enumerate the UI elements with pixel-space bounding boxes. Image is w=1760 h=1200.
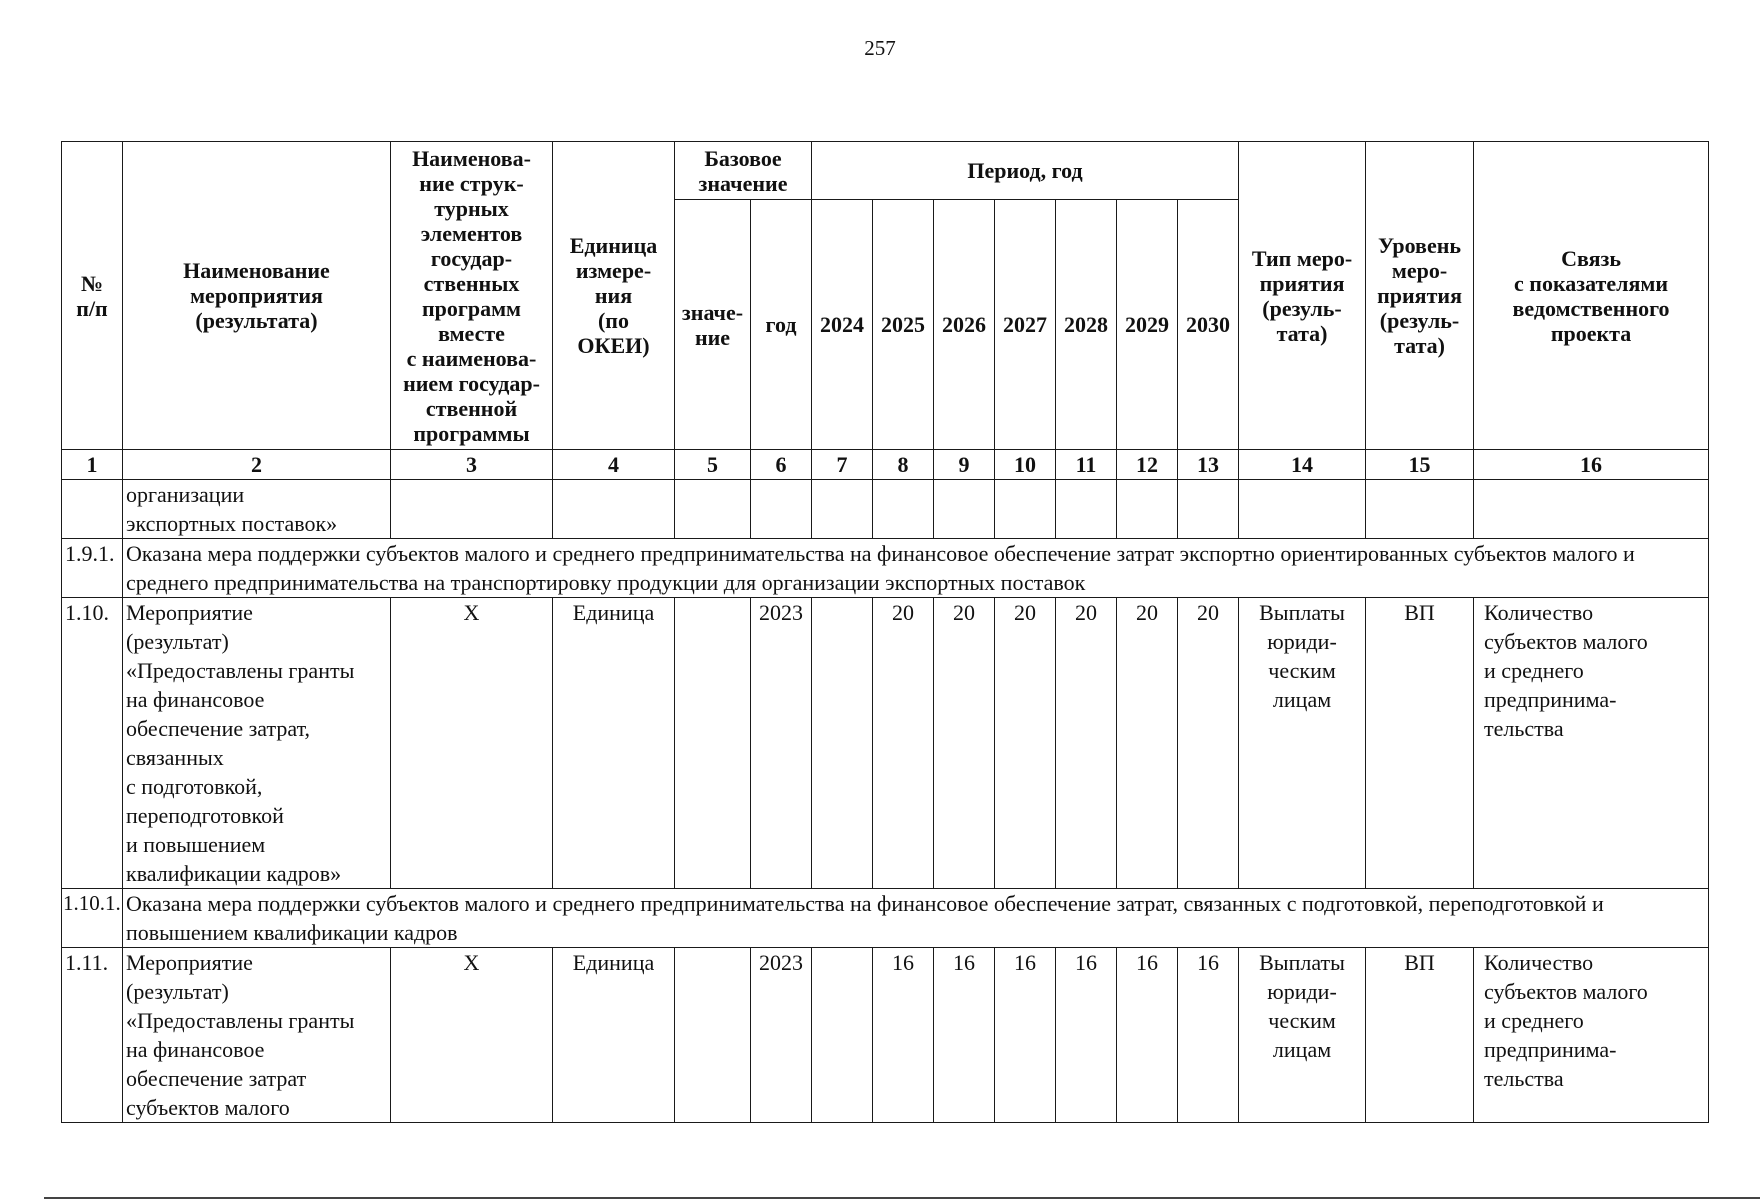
value-2024 [812,948,873,1123]
text-line: № [80,270,104,296]
table-row-1-10 [62,598,1709,889]
text-line: ческим [1268,1008,1336,1033]
value-2028 [1056,480,1117,539]
text-line: Количество [1484,950,1594,975]
column-number: 12 [1117,450,1178,480]
text-line: (резуль- [1379,308,1460,333]
row-number: 1.9.1. [62,539,123,598]
unit: Единица [553,598,675,889]
text-line: на финансовое [126,1037,265,1062]
base-value [675,948,751,1123]
text-line: Мероприятие [126,950,253,975]
text-line: (результата) [195,308,318,333]
text-line: предпринима- [1484,687,1617,712]
header-event-name [123,142,391,450]
table-row-1-11 [62,948,1709,1123]
value-2025 [873,480,934,539]
text-line: юриди- [1267,629,1337,654]
text-line: программы [413,420,530,446]
text-line: Связь [1561,245,1621,271]
column-number: 10 [995,450,1056,480]
column-number: 9 [934,450,995,480]
text-line: «Предоставлены гранты [126,658,355,683]
text-line: Уровень [1378,233,1462,258]
text-line: на финансовое [126,687,265,712]
text-line: обеспечение затрат [126,1066,307,1091]
text-line: и среднего [1484,658,1584,683]
text-line: тельства [1484,716,1564,741]
text-line: проекта [1550,320,1632,346]
text-line: Выплаты [1259,950,1345,975]
text-line: программ [421,295,522,321]
text-line: экспортных поставок» [126,511,338,536]
event-level: ВП [1366,948,1474,1123]
text-line: измере- [575,258,652,283]
text-line: значе- [681,299,744,325]
text-line: с наименова- [406,345,537,371]
header-year-2027: 2027 [995,200,1056,450]
value-2025: 20 [873,598,934,889]
text-line: ственных [423,270,520,296]
event-type [1239,480,1366,539]
header-event-type [1239,142,1366,450]
table-row-continued [62,480,1709,539]
text-line: субъектов малого [1484,629,1648,654]
text-line: связанных [126,745,224,770]
value-2024 [812,598,873,889]
text-line: государ- [430,245,513,271]
text-line: Базовое [704,145,782,171]
value-2026: 20 [934,598,995,889]
column-number: 2 [123,450,391,480]
column-number: 15 [1366,450,1474,480]
text-line: (результат) [126,629,229,654]
text-line: приятия [1377,283,1462,308]
text-line: лицам [1272,687,1332,712]
text-line: п/п [76,295,108,321]
text-line: значение [698,170,788,196]
row-number: 1.10.1. [62,889,123,948]
header-year-2025: 2025 [873,200,934,450]
header-year-2029: 2029 [1117,200,1178,450]
indicator-link [1474,598,1709,889]
event-level: ВП [1366,598,1474,889]
value-2024 [812,480,873,539]
text-line: с показателями [1514,270,1669,296]
text-line: Наименова- [412,145,531,171]
text-line: ведомственного [1512,295,1670,321]
column-number: 11 [1056,450,1117,480]
text-line: субъектов малого [1484,979,1648,1004]
text-line: Наименование [183,258,330,283]
column-number-row [62,450,1709,480]
event-level [1366,480,1474,539]
text-line: элементов [420,220,523,246]
base-year: 2023 [751,598,812,889]
header-number [62,142,123,450]
value-2029: 20 [1117,598,1178,889]
text-line: ния [594,283,633,308]
base-value [675,598,751,889]
text-line: субъектов малого [126,1095,290,1120]
text-line: предпринима- [1484,1037,1617,1062]
table-row-1-9-1 [62,539,1709,598]
base-value [675,480,751,539]
text-line: тельства [1484,1066,1564,1091]
value-2028: 20 [1056,598,1117,889]
value-2026: 16 [934,948,995,1123]
value-2026 [934,480,995,539]
column-number: 14 [1239,450,1366,480]
header-period-group: Период, год [812,142,1239,200]
header-structural-elements [391,142,553,450]
value-2029: 16 [1117,948,1178,1123]
text-line: тата) [1394,333,1445,358]
row-number [62,480,123,539]
column-number: 3 [391,450,553,480]
text-line: с подготовкой, [126,774,263,799]
header-year-2024: 2024 [812,200,873,450]
text-line: «Предоставлены гранты [126,1008,355,1033]
column-number: 6 [751,450,812,480]
header-year-2028: 2028 [1056,200,1117,450]
text-line: и среднего [1484,1008,1584,1033]
text-line: ние [694,324,731,350]
text-line: Единица [569,233,658,258]
event-name [123,948,391,1123]
value-2028: 16 [1056,948,1117,1123]
text-line: нием государ- [403,370,540,396]
indicator-link [1474,480,1709,539]
base-year [751,480,812,539]
row-number: 1.11. [62,948,123,1123]
structural-element: X [391,948,553,1123]
structural-element: X [391,598,553,889]
header-year-2030: 2030 [1178,200,1239,450]
result-description: Оказана мера поддержки субъектов малого и среднего предпринимательства на финансовое обеспечение затрат, связанных с подготовкой, переподготовкой и повышением квалификации кадров [123,889,1709,948]
event-name [123,598,391,889]
text-line: Мероприятие [126,600,253,625]
event-name [123,480,391,539]
text-line: (по [597,308,629,333]
value-2030: 16 [1178,948,1239,1123]
value-2027 [995,480,1056,539]
text-line: квалификации кадров» [126,861,342,886]
column-number: 4 [553,450,675,480]
text-line: организации [126,482,245,507]
header-base-year: год [751,200,812,450]
table-header [62,142,1709,480]
column-number: 7 [812,450,873,480]
table-row-1-10-1 [62,889,1709,948]
text-line: мероприятия [190,283,323,308]
column-number: 8 [873,450,934,480]
result-description: Оказана мера поддержки субъектов малого и среднего предпринимательства на финансовое обеспечение затрат экспортно ориентированных субъектов малого и среднего предпринимательства на транспортировку продукции для организации экспортных поставок [123,539,1709,598]
header-base-value-group [675,142,812,200]
text-line: (резуль- [1262,295,1342,321]
text-line: вместе [438,320,505,346]
value-2027: 16 [995,948,1056,1123]
table-body [62,480,1709,1123]
column-number: 16 [1474,450,1709,480]
column-number: 13 [1178,450,1239,480]
event-type [1239,598,1366,889]
text-line: меро- [1391,258,1448,283]
text-line: Количество [1484,600,1594,625]
text-line: приятия [1259,270,1345,296]
column-number: 5 [675,450,751,480]
value-2027: 20 [995,598,1056,889]
text-line: (результат) [126,979,229,1004]
text-line: ственной [425,395,518,421]
text-line: турных [434,195,509,221]
indicator-link [1474,948,1709,1123]
text-line: переподготовкой [126,803,284,828]
value-2030 [1178,480,1239,539]
header-event-level [1366,142,1474,450]
base-year: 2023 [751,948,812,1123]
unit: Единица [553,948,675,1123]
text-line: ческим [1268,658,1336,683]
unit [553,480,675,539]
header-base-value [675,200,751,450]
value-2025: 16 [873,948,934,1123]
row-number: 1.10. [62,598,123,889]
event-type [1239,948,1366,1123]
header-indicator-link [1474,142,1709,450]
text-line: лицам [1272,1037,1332,1062]
events-table [61,141,1709,1123]
value-2029 [1117,480,1178,539]
text-line: юриди- [1267,979,1337,1004]
value-2030: 20 [1178,598,1239,889]
column-number: 1 [62,450,123,480]
text-line: Выплаты [1259,600,1345,625]
text-line: обеспечение затрат, [126,716,311,741]
text-line: ОКЕИ) [577,333,650,358]
header-year-2026: 2026 [934,200,995,450]
header-unit [553,142,675,450]
text-line: и повышением [126,832,266,857]
structural-element [391,480,553,539]
page-number: 257 [864,36,896,60]
text-line: ние струк- [419,170,524,196]
text-line: Тип меро- [1251,245,1353,271]
text-line: тата) [1276,320,1328,346]
footer-rule [44,1197,1760,1199]
